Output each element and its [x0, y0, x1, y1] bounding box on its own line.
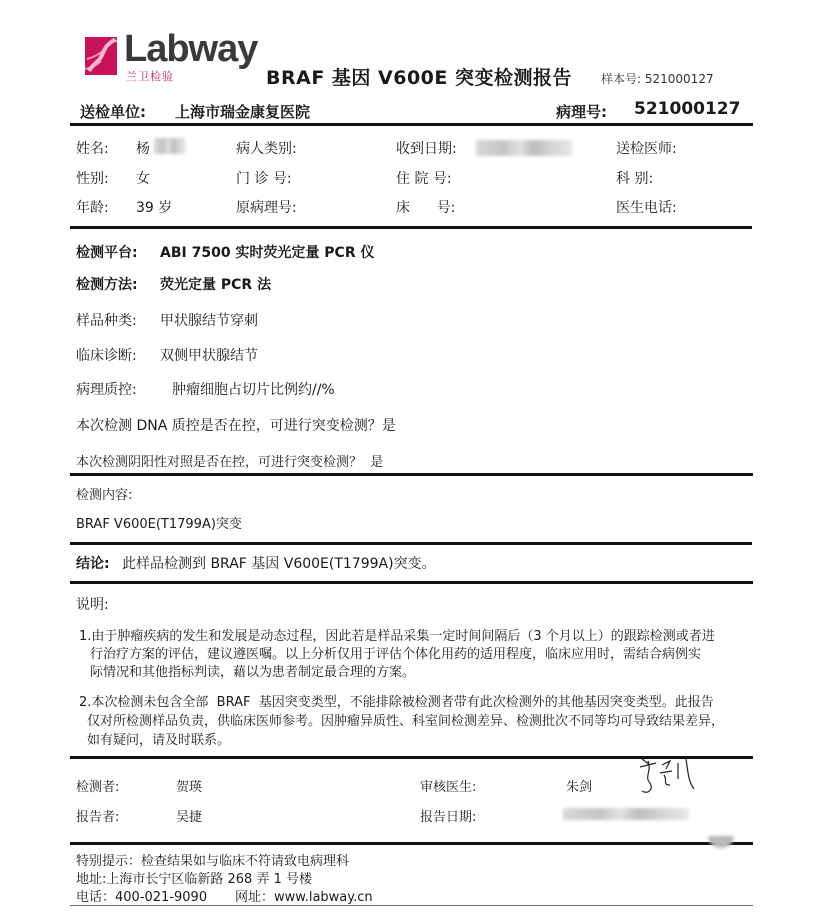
- submitting-unit-value: 上海市瑞金康复医院: [175, 103, 311, 121]
- note-1-line-2: 行治疗方案的评估，建议遵医嘱。以上分析仅用于评估个体化用药的适用程度，临床应用时，需结合病例实: [90, 647, 702, 662]
- handwritten-signature-icon: [636, 755, 700, 797]
- redacted-report-date: [563, 808, 689, 820]
- patient-type-label: 病人类别:: [236, 141, 297, 157]
- report-title: BRAF 基因 V600E 突变检测报告: [266, 67, 572, 89]
- received-date-label: 收到日期:: [396, 141, 457, 157]
- divider: [70, 842, 753, 845]
- doctor-phone-label: 医生电话:: [616, 200, 677, 216]
- sample-number-label: 样本号:: [601, 72, 642, 86]
- brand-subtitle: 兰卫检验: [126, 70, 174, 83]
- stamp-fragment: [708, 836, 734, 848]
- tester-label: 检测者:: [76, 780, 120, 795]
- diagnosis-label: 临床诊断:: [76, 348, 137, 364]
- method-label: 检测方法:: [76, 277, 138, 293]
- reporter-label: 报告者:: [76, 810, 120, 825]
- tester-value: 贺瑛: [176, 780, 203, 795]
- pathology-qc-value: 肿瘤细胞占切片比例约//%: [172, 382, 335, 398]
- inpatient-number-label: 住 院 号:: [396, 171, 452, 187]
- special-notice: 特别提示：检查结果如与临床不符请致电病理科: [76, 854, 350, 869]
- control-qc-statement: 本次检测阴阳性对照是否在控，可进行突变检测？ 是: [76, 455, 384, 470]
- divider: [70, 226, 752, 229]
- divider: [70, 473, 753, 476]
- conclusion-value: 此样品检测到 BRAF 基因 V600E(T1799A)突变。: [122, 556, 436, 572]
- sample-number: [601, 70, 714, 87]
- lab-address: 地址:上海市长宁区临新路 268 弄 1 号楼: [76, 872, 312, 887]
- sample-type-value: 甲状腺结节穿刺: [160, 313, 258, 329]
- dna-qc-statement: 本次检测 DNA 质控是否在控，可进行突变检测？是: [76, 418, 396, 434]
- conclusion-label: 结论:: [76, 556, 110, 572]
- report-date-label: 报告日期:: [420, 810, 477, 825]
- name-value: 杨: [136, 141, 150, 157]
- name-label: 姓名:: [76, 141, 109, 157]
- sex-label: 性别:: [76, 171, 109, 187]
- pathology-number-label: 病理号:: [556, 103, 607, 121]
- submitting-unit-label: 送检单位:: [80, 103, 146, 121]
- note-1-line-1: 1.由于肿瘤疾病的发生和发展是动态过程，因此若是样品采集一定时间间隔后（3 个月以上）的跟踪检测或者进: [79, 629, 715, 644]
- note-2-line-2: 仅对所检测样品负责，供临床医师参考。因肿瘤异质性、科室间检测差异、检测批次不同等均可导致结果差异，: [87, 714, 725, 729]
- bed-number-label: 床 号:: [396, 200, 456, 216]
- sample-number-value: 521000127: [644, 72, 714, 86]
- test-content-label: 检测内容:: [76, 488, 133, 503]
- brand-name: Labway: [124, 28, 258, 70]
- platform-label: 检测平台:: [76, 245, 138, 261]
- method-value: 荧光定量 PCR 法: [160, 277, 272, 293]
- pathology-qc-label: 病理质控:: [76, 382, 137, 398]
- diagnosis-value: 双侧甲状腺结节: [160, 348, 258, 364]
- redacted-name: [154, 138, 186, 154]
- reviewer-value: 朱剑: [566, 780, 593, 795]
- test-content-value: BRAF V600E(T1799A)突变: [76, 517, 242, 532]
- age-label: 年龄:: [76, 200, 109, 216]
- note-1-line-3: 际情况和其他指标判读，藉以为患者制定最合理的方案。: [90, 665, 416, 680]
- labway-logo-icon: [85, 37, 117, 75]
- divider: [70, 542, 752, 545]
- lab-website[interactable]: 网址：www.labway.cn: [235, 890, 373, 905]
- reviewer-label: 审核医生:: [420, 780, 477, 795]
- pathology-number-value: 521000127: [634, 99, 741, 119]
- redacted-received-date: [476, 140, 572, 156]
- platform-value: ABI 7500 实时荧光定量 PCR 仪: [160, 245, 375, 261]
- reporter-value: 吴捷: [176, 810, 203, 825]
- sex-value: 女: [136, 171, 150, 187]
- notes-label: 说明:: [76, 597, 109, 613]
- divider: [70, 905, 753, 906]
- referring-doctor-label: 送检医师:: [616, 141, 677, 157]
- department-label: 科 别:: [616, 171, 654, 187]
- lab-phone: 电话：400-021-9090: [76, 890, 208, 905]
- sample-type-label: 样品种类:: [76, 313, 137, 329]
- note-2-line-1: 2.本次检测未包含全部 BRAF 基因突变类型，不能排除被检测者带有此次检测外的其他基因突变类型。此报告: [79, 695, 714, 710]
- outpatient-number-label: 门 诊 号:: [236, 171, 292, 187]
- original-pathology-number-label: 原病理号:: [236, 200, 297, 216]
- divider: [70, 123, 753, 126]
- divider: [70, 581, 753, 584]
- age-value: 39 岁: [136, 200, 173, 216]
- note-2-line-3: 如有疑问，请及时联系。: [87, 733, 231, 748]
